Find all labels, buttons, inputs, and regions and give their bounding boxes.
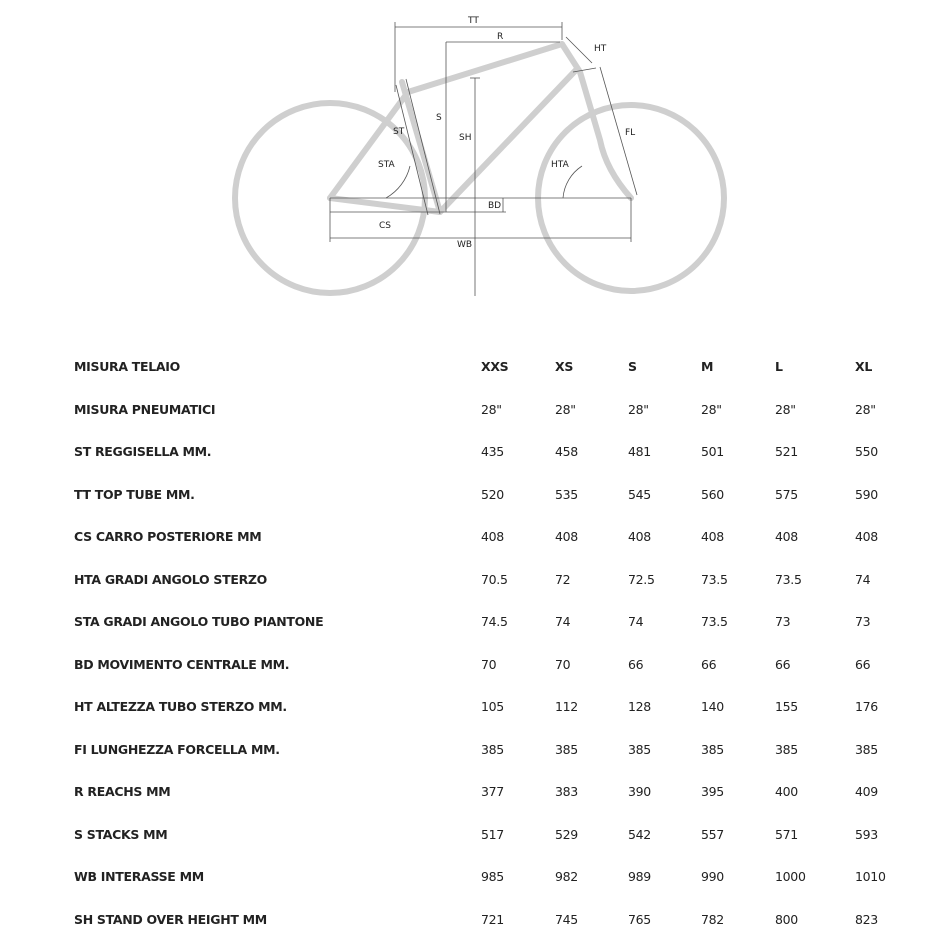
row-value: 800: [775, 911, 798, 927]
label-ht: HT: [594, 44, 607, 54]
row-value: 435: [481, 444, 504, 459]
row-value: 501: [701, 444, 724, 459]
table-row: [0, 430, 952, 472]
label-sh: SH: [459, 133, 472, 143]
row-value: 128: [628, 699, 651, 714]
row-value: 66: [855, 656, 871, 672]
row-value: 542: [628, 826, 651, 842]
row-value: 521: [775, 444, 798, 459]
row-value: 458: [555, 444, 578, 459]
row-value: 408: [628, 529, 651, 544]
label-tt: TT: [468, 16, 479, 26]
row-value: 385: [775, 741, 798, 757]
row-value: 721: [481, 911, 504, 927]
label-fl: FL: [625, 128, 636, 138]
table-row: [0, 685, 952, 727]
label-s: S: [436, 113, 442, 123]
label-st: ST: [393, 127, 405, 137]
row-value: 28": [701, 401, 722, 417]
row-label: STA GRADI ANGOLO TUBO PIANTONE: [74, 614, 324, 629]
row-value: 557: [701, 826, 724, 842]
row-value: 73.5: [775, 571, 802, 587]
row-value: 400: [775, 784, 798, 799]
row-value: 590: [855, 486, 878, 502]
row-value: 985: [481, 869, 504, 884]
size-xxs: XXS: [481, 359, 509, 374]
row-label: S STACKS MM: [74, 826, 168, 842]
label-wb: WB: [457, 240, 473, 250]
row-value: 529: [555, 826, 578, 842]
bike-geometry-diagram: [0, 0, 952, 310]
table-row: [0, 473, 952, 515]
row-value: 823: [855, 911, 878, 927]
bike-frame: [330, 44, 631, 212]
row-label: CS CARRO POSTERIORE MM: [74, 529, 262, 544]
table-header-row: [0, 345, 952, 387]
row-label: R REACHS MM: [74, 784, 171, 799]
row-value: 575: [775, 486, 798, 502]
row-value: 176: [855, 699, 878, 714]
size-m: M: [701, 359, 714, 374]
row-value: 70: [555, 656, 571, 672]
table-row: [0, 898, 952, 940]
row-label: WB INTERASSE MM: [74, 869, 204, 884]
table-row: [0, 388, 952, 430]
row-value: 72: [555, 571, 571, 587]
row-value: 409: [855, 784, 878, 799]
row-value: 155: [775, 699, 798, 714]
row-value: 1010: [855, 869, 886, 884]
table-row: [0, 600, 952, 642]
row-value: 66: [628, 656, 644, 672]
table-row: [0, 558, 952, 600]
table-row: [0, 515, 952, 557]
row-value: 408: [481, 529, 504, 544]
row-label: SH STAND OVER HEIGHT MM: [74, 911, 267, 927]
row-value: 560: [701, 486, 724, 502]
row-value: 74: [555, 614, 571, 629]
row-label: ST REGGISELLA MM.: [74, 444, 212, 459]
row-value: 73: [855, 614, 871, 629]
label-r: R: [497, 32, 504, 42]
row-value: 408: [775, 529, 798, 544]
row-value: 377: [481, 784, 504, 799]
row-value: 28": [855, 401, 876, 417]
row-value: 550: [855, 444, 878, 459]
row-label: HT ALTEZZA TUBO STERZO MM.: [74, 699, 287, 714]
row-value: 782: [701, 911, 724, 927]
row-value: 385: [481, 741, 504, 757]
row-label: HTA GRADI ANGOLO STERZO: [74, 571, 267, 587]
row-value: 140: [701, 699, 724, 714]
row-value: 408: [555, 529, 578, 544]
label-sta: STA: [378, 160, 395, 170]
row-value: 745: [555, 911, 578, 927]
row-value: 517: [481, 826, 504, 842]
table-row: [0, 643, 952, 685]
header-label: MISURA TELAIO: [74, 359, 180, 374]
row-value: 385: [628, 741, 651, 757]
row-value: 74: [628, 614, 644, 629]
row-value: 481: [628, 444, 651, 459]
row-value: 390: [628, 784, 651, 799]
row-value: 70.5: [481, 571, 508, 587]
row-value: 408: [855, 529, 878, 544]
row-value: 408: [701, 529, 724, 544]
row-value: 520: [481, 486, 504, 502]
row-value: 28": [555, 401, 576, 417]
row-label: TT TOP TUBE MM.: [74, 486, 195, 502]
table-row: [0, 855, 952, 897]
row-value: 989: [628, 869, 651, 884]
table-row: [0, 813, 952, 855]
row-value: 28": [481, 401, 502, 417]
size-xl: XL: [855, 359, 873, 374]
row-value: 70: [481, 656, 497, 672]
row-value: 1000: [775, 869, 806, 884]
label-cs: CS: [379, 221, 391, 231]
row-label: BD MOVIMENTO CENTRALE MM.: [74, 656, 290, 672]
row-value: 593: [855, 826, 878, 842]
row-value: 74: [855, 571, 871, 587]
table-row: [0, 770, 952, 812]
row-value: 982: [555, 869, 578, 884]
row-label: FI LUNGHEZZA FORCELLA MM.: [74, 741, 280, 757]
row-value: 385: [701, 741, 724, 757]
row-value: 73.5: [701, 571, 728, 587]
label-hta: HTA: [551, 160, 569, 170]
row-value: 385: [555, 741, 578, 757]
row-value: 395: [701, 784, 724, 799]
size-xs: XS: [555, 359, 574, 374]
row-value: 74.5: [481, 614, 508, 629]
row-value: 105: [481, 699, 504, 714]
row-value: 385: [855, 741, 878, 757]
row-value: 28": [775, 401, 796, 417]
row-value: 66: [775, 656, 791, 672]
row-value: 112: [555, 699, 578, 714]
label-bd: BD: [488, 201, 502, 211]
row-label: MISURA PNEUMATICI: [74, 401, 216, 417]
row-value: 535: [555, 486, 578, 502]
row-value: 990: [701, 869, 724, 884]
row-value: 545: [628, 486, 651, 502]
size-s: S: [628, 359, 637, 374]
row-value: 73: [775, 614, 791, 629]
row-value: 72.5: [628, 571, 655, 587]
dimension-lines: [330, 22, 637, 296]
row-value: 28": [628, 401, 649, 417]
row-value: 571: [775, 826, 798, 842]
row-value: 73.5: [701, 614, 728, 629]
row-value: 383: [555, 784, 578, 799]
table-row: [0, 728, 952, 770]
size-l: L: [775, 359, 783, 374]
row-value: 765: [628, 911, 651, 927]
row-value: 66: [701, 656, 717, 672]
